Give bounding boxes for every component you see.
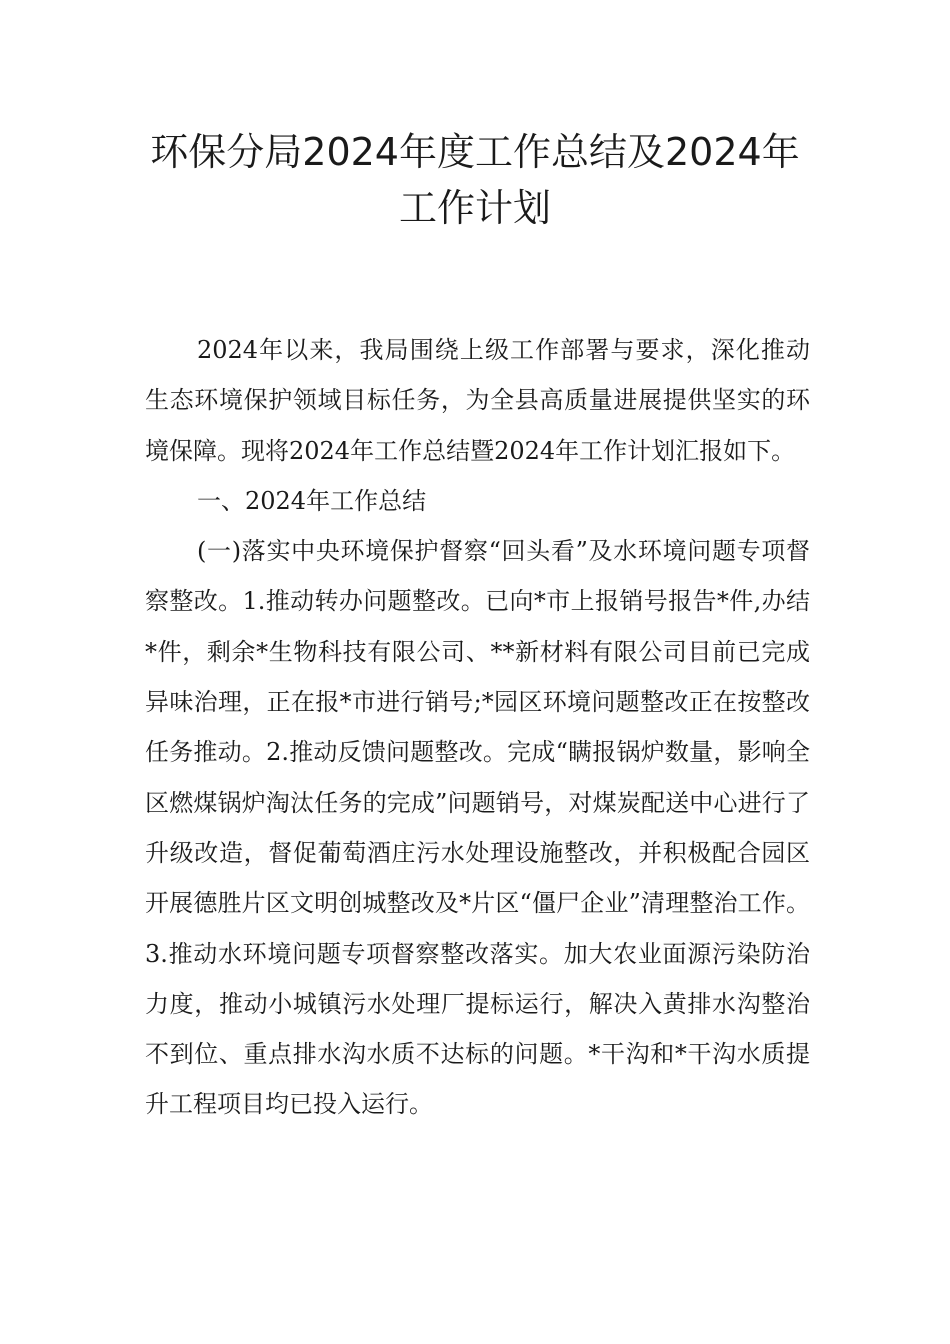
title-line-2: 工作计划 xyxy=(398,186,551,230)
intro-paragraph: 2024年以来，我局围绕上级工作部署与要求，深化推动生态环境保护领域目标任务，为全县高质量进展提供坚实的环境保障。现将2024年工作总结暨2024年工作计划汇报如下。 xyxy=(145,336,810,465)
document-title xyxy=(100,124,850,236)
title-line-1: 环保分局2024年度工作总结及2024年 xyxy=(150,130,800,174)
section-heading: 一、2024年工作总结 xyxy=(197,486,427,515)
section-paragraph: (一)落实中央环境保护督察“回头看”及水环境问题专项督察整改。1.推动转办问题整改。已向*市上报销号报告*件,办结*件，剩余*生物科技有限公司、**新材料有限公司目前已完成异味治理，正在报*市进行销号;*园区环境问题整改正在按整改任务推动。2.推动反馈问题整改。完成“瞒报锅炉数量，影响全区燃煤锅炉淘汰任务的完成”问题销号，对煤炭配送中心进行了升级改造，督促葡萄酒庄污水处理设施整改，并积极配合园区开展德胜片区文明创城整改及*片区“僵尸企业”清理整治工作。3.推动水环境问题专项督察整改落实。加大农业面源污染防治力度，推动小城镇污水处理厂提标运行，解决入黄排水沟整治不到位、重点排水沟水质不达标的问题。*干沟和*干沟水质提升工程项目均已投入运行。 xyxy=(145,537,810,1119)
document-body xyxy=(145,325,810,1130)
